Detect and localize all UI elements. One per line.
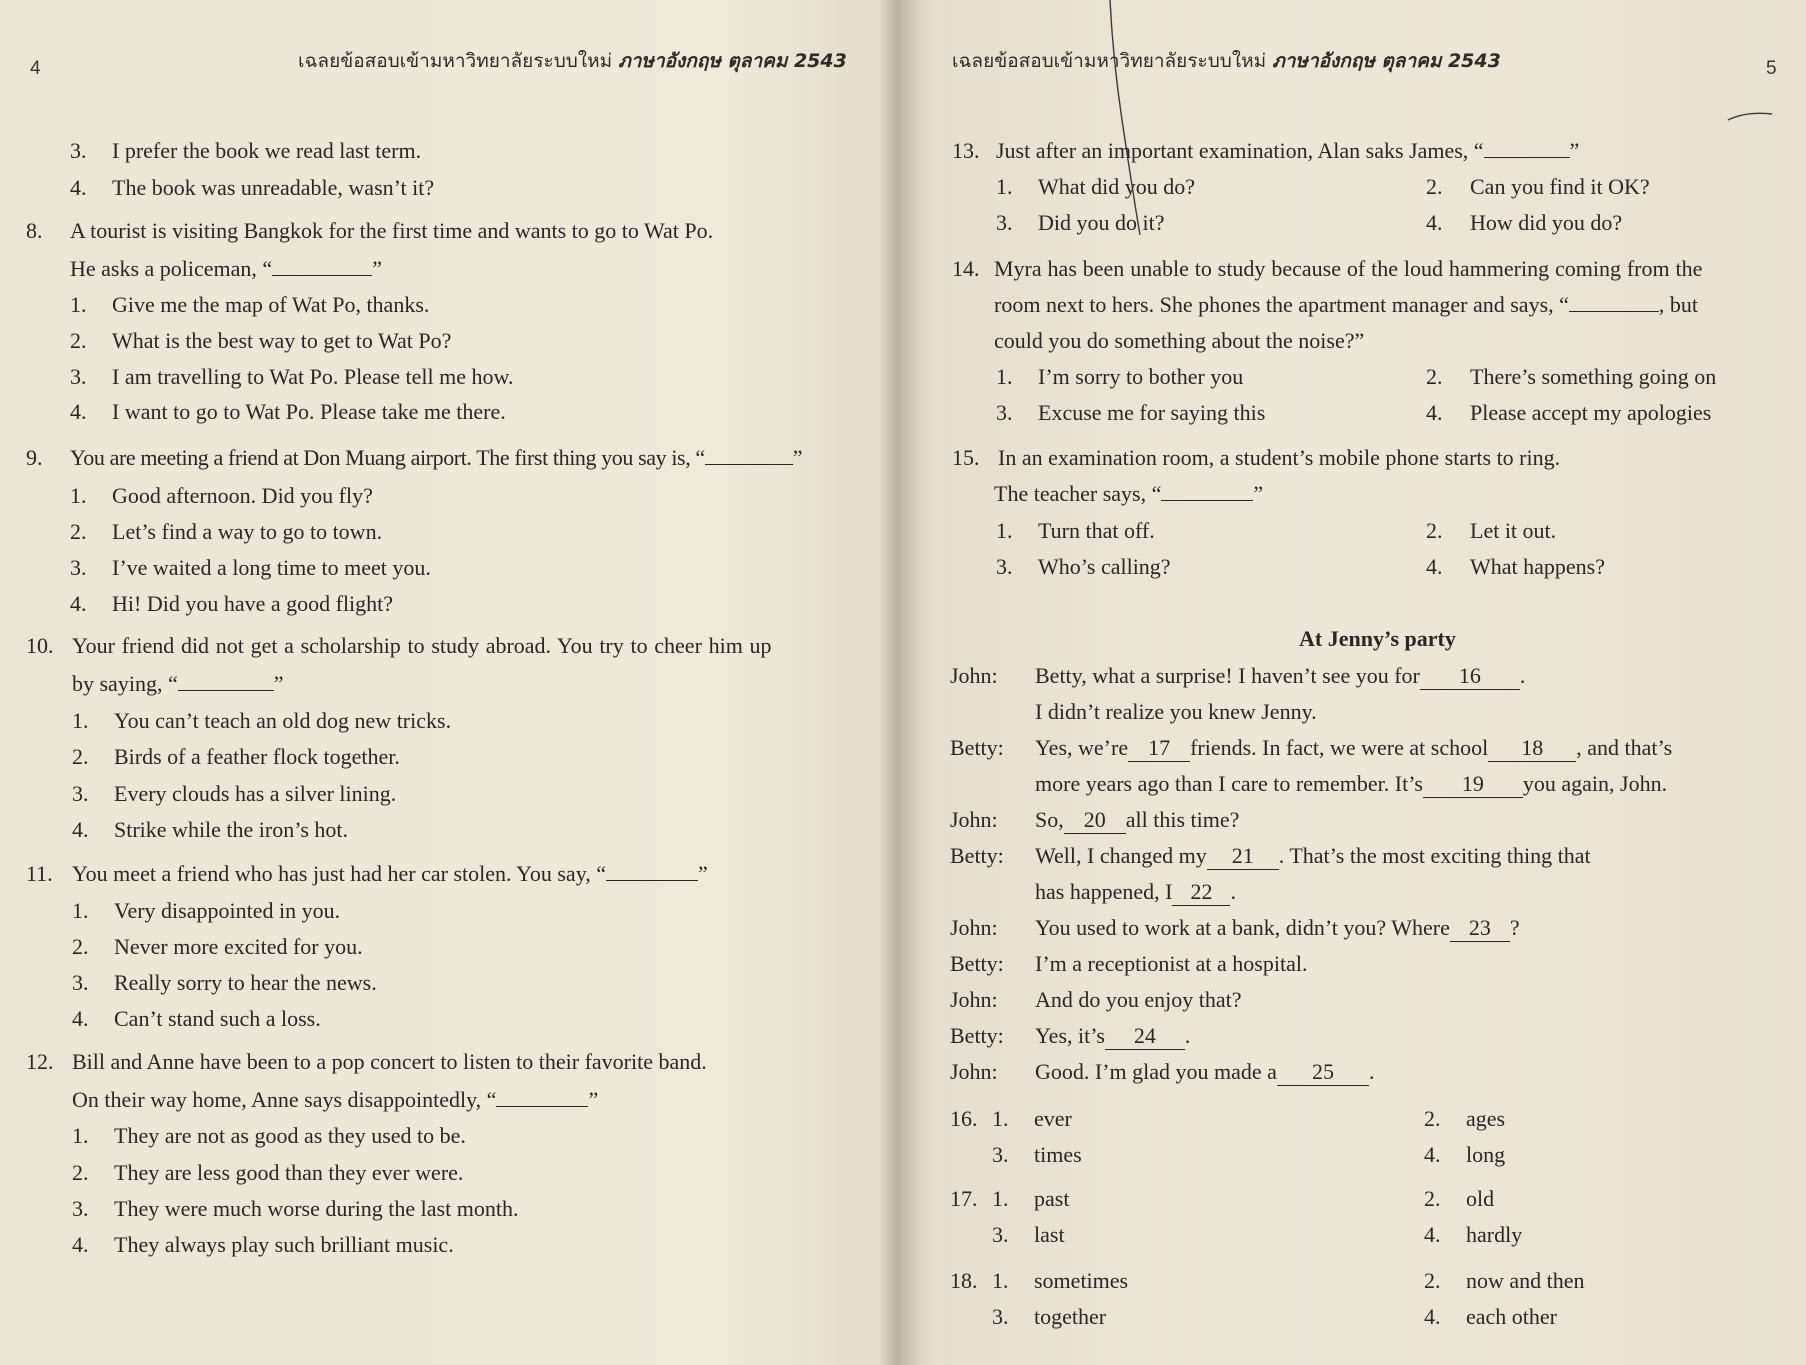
option-text: I am travelling to Wat Po. Please tell me how. bbox=[112, 364, 514, 389]
dialogue-speaker: John: bbox=[950, 987, 998, 1012]
question-text bbox=[72, 1087, 598, 1113]
question-text-post: ” bbox=[792, 445, 803, 470]
option-number: 1. bbox=[996, 364, 1013, 389]
dialogue-speaker: Betty: bbox=[950, 843, 1004, 868]
dialogue-speaker: John: bbox=[950, 663, 998, 688]
dialogue-text: . bbox=[1230, 879, 1236, 904]
option-text: Let’s find a way to go to town. bbox=[112, 519, 383, 544]
option-number: 4. bbox=[1426, 400, 1443, 425]
header-subject: ภาษาอังกฤษ ตุลาคม 2543 bbox=[618, 50, 847, 72]
question-text-pre: Just after an important examination, Alan saks James, “ bbox=[996, 138, 1484, 163]
option-text: Who’s calling? bbox=[1038, 554, 1171, 579]
option-text: ever bbox=[1034, 1106, 1072, 1131]
option-text: Strike while the iron’s hot. bbox=[114, 817, 349, 842]
option-number: 3. bbox=[992, 1304, 1009, 1329]
question-number: 12. bbox=[26, 1049, 54, 1074]
question-text: could you do something about the noise?” bbox=[994, 328, 1365, 353]
option-text: They are less good than they ever were. bbox=[114, 1160, 464, 1185]
pen-dash-mark bbox=[1726, 108, 1776, 128]
question-text-pre: by saying, “ bbox=[72, 671, 178, 696]
question-text-post: ” bbox=[1253, 481, 1264, 506]
option-number: 2. bbox=[70, 519, 87, 544]
option-number: 4. bbox=[72, 1232, 89, 1257]
numbered-blank: 25 bbox=[1277, 1059, 1369, 1086]
option-number: 4. bbox=[70, 175, 87, 200]
option-text: Really sorry to hear the news. bbox=[114, 970, 377, 995]
numbered-blank: 20 bbox=[1064, 807, 1126, 834]
option-text: each other bbox=[1466, 1304, 1557, 1329]
option-item bbox=[70, 138, 87, 164]
dialogue-line bbox=[1035, 951, 1307, 977]
question-text: Myra has been unable to study because of the loud hammering coming from the bbox=[994, 256, 1703, 281]
option-number: 2. bbox=[1426, 518, 1443, 543]
option-number: 1. bbox=[70, 292, 87, 317]
numbered-blank: 16 bbox=[1420, 663, 1520, 690]
option-text: sometimes bbox=[1034, 1268, 1129, 1293]
option-text: Did you do it? bbox=[1038, 210, 1165, 235]
answer-blank bbox=[606, 862, 698, 881]
question-number: 10. bbox=[26, 633, 54, 658]
question-text-pre: On their way home, Anne says disappointedly, “ bbox=[72, 1087, 497, 1112]
question-text-pre: You meet a friend who has just had her car stolen. You say, “ bbox=[72, 861, 607, 886]
dialogue-text: You used to work at a bank, didn’t you? Where bbox=[1035, 915, 1450, 940]
question-text bbox=[72, 861, 708, 887]
question-number: 18. bbox=[950, 1268, 978, 1293]
option-number: 4. bbox=[72, 1006, 89, 1031]
option-number: 3. bbox=[70, 364, 87, 389]
option-number: 4. bbox=[1424, 1142, 1441, 1167]
option-number: 3. bbox=[992, 1222, 1009, 1247]
dialogue-line bbox=[1035, 663, 1525, 690]
option-number: 2. bbox=[1426, 364, 1443, 389]
option-number: 1. bbox=[70, 483, 87, 508]
option-number: 4. bbox=[1426, 554, 1443, 579]
question-number: 13. bbox=[952, 138, 980, 163]
question-text-pre: room next to hers. She phones the apartment manager and says, “ bbox=[994, 292, 1569, 317]
option-number: 4. bbox=[1424, 1222, 1441, 1247]
option-number: 3. bbox=[72, 970, 89, 995]
dialogue-text: Yes, it’s bbox=[1035, 1023, 1105, 1048]
option-text: ages bbox=[1466, 1106, 1506, 1131]
dialogue-text: has happened, I bbox=[1035, 879, 1173, 904]
question-number: 9. bbox=[26, 445, 43, 470]
option-number: 1. bbox=[992, 1268, 1009, 1293]
question-text-post: ” bbox=[273, 671, 284, 696]
numbered-blank: 17 bbox=[1128, 735, 1190, 762]
left-page bbox=[0, 0, 890, 1365]
dialogue-line bbox=[1035, 843, 1591, 870]
question-text-post: ” bbox=[588, 1087, 599, 1112]
option-text: Excuse me for saying this bbox=[1038, 400, 1266, 425]
option-number: 4. bbox=[70, 399, 87, 424]
option-number: 3. bbox=[72, 1196, 89, 1221]
question-number: 16. bbox=[950, 1106, 978, 1131]
option-text: together bbox=[1034, 1304, 1107, 1329]
page-header bbox=[298, 46, 847, 76]
option-number: 1. bbox=[996, 518, 1013, 543]
question-text-pre: The teacher says, “ bbox=[994, 481, 1162, 506]
option-text: How did you do? bbox=[1470, 210, 1623, 235]
question-number: 15. bbox=[952, 445, 980, 470]
option-number: 3. bbox=[70, 138, 87, 163]
option-number: 2. bbox=[1426, 174, 1443, 199]
option-text: Birds of a feather flock together. bbox=[114, 744, 400, 769]
option-number: 1. bbox=[996, 174, 1013, 199]
option-text: They were much worse during the last month. bbox=[114, 1196, 519, 1221]
dialogue-text: , and that’s bbox=[1576, 735, 1673, 760]
option-number: 3. bbox=[996, 554, 1013, 579]
option-number: 1. bbox=[72, 898, 89, 923]
question-text-post: , but bbox=[1658, 292, 1699, 317]
option-number: 3. bbox=[992, 1142, 1009, 1167]
option-text: Can you find it OK? bbox=[1470, 174, 1650, 199]
dialogue-text: Well, I changed my bbox=[1035, 843, 1207, 868]
question-text-pre: You are meeting a friend at Don Muang airport. The first thing you say is, “ bbox=[70, 445, 705, 470]
option-text: I want to go to Wat Po. Please take me there. bbox=[112, 399, 506, 424]
dialogue-text: And do you enjoy that? bbox=[1035, 987, 1242, 1012]
dialogue-line bbox=[1035, 807, 1239, 834]
option-text: I’ve waited a long time to meet you. bbox=[112, 555, 431, 580]
header-text: เฉลยข้อสอบเข้ามหาวิทยาลัยระบบใหม่ bbox=[298, 50, 613, 72]
question-text bbox=[70, 445, 802, 471]
dialogue-text: ? bbox=[1509, 915, 1520, 940]
dialogue-speaker: John: bbox=[950, 915, 998, 940]
option-text: I prefer the book we read last term. bbox=[112, 138, 422, 163]
option-number: 4. bbox=[1424, 1304, 1441, 1329]
option-text: Can’t stand such a loss. bbox=[114, 1006, 321, 1031]
question-text-post: ” bbox=[372, 256, 382, 281]
dialogue-line bbox=[1035, 1023, 1190, 1050]
option-number: 4. bbox=[1426, 210, 1443, 235]
option-number: 3. bbox=[996, 210, 1013, 235]
dialogue-text: Yes, we’re bbox=[1035, 735, 1129, 760]
dialogue-text: I’m a receptionist at a hospital. bbox=[1035, 951, 1308, 976]
header-subject: ภาษาอังกฤษ ตุลาคม 2543 bbox=[1272, 50, 1501, 72]
option-text: There’s something going on bbox=[1470, 364, 1717, 389]
option-text: Hi! Did you have a good flight? bbox=[112, 591, 394, 616]
question-text: A tourist is visiting Bangkok for the first time and wants to go to Wat Po. bbox=[70, 218, 714, 243]
dialogue-text: more years ago than I care to remember. It’s bbox=[1035, 771, 1423, 796]
right-page bbox=[904, 0, 1806, 1365]
dialogue-speaker: John: bbox=[950, 807, 998, 832]
dialogue-speaker: Betty: bbox=[950, 951, 1004, 976]
page-number: 4 bbox=[30, 58, 41, 79]
dialogue-text: you again, John. bbox=[1522, 771, 1668, 796]
option-text: now and then bbox=[1466, 1268, 1585, 1293]
dialogue-text: Betty, what a surprise! I haven’t see you for bbox=[1035, 663, 1420, 688]
answer-blank bbox=[1569, 293, 1659, 312]
option-number: 2. bbox=[72, 1160, 89, 1185]
option-text: Let it out. bbox=[1470, 518, 1557, 543]
question-number: 17. bbox=[950, 1186, 978, 1211]
dialogue-text: friends. In fact, we were at school bbox=[1190, 735, 1489, 760]
answer-blank bbox=[272, 257, 372, 276]
option-number: 4. bbox=[70, 591, 87, 616]
numbered-blank: 24 bbox=[1105, 1023, 1185, 1050]
dialogue-speaker: John: bbox=[950, 1059, 998, 1084]
option-text: You can’t teach an old dog new tricks. bbox=[114, 708, 452, 733]
question-text-post: ” bbox=[698, 861, 708, 886]
option-number: 2. bbox=[70, 328, 87, 353]
option-number: 2. bbox=[1424, 1186, 1441, 1211]
dialogue-line bbox=[1035, 915, 1520, 942]
option-text: Please accept my apologies bbox=[1470, 400, 1712, 425]
option-number: 1. bbox=[992, 1186, 1009, 1211]
dialogue-text: . That’s the most exciting thing that bbox=[1278, 843, 1591, 868]
answer-blank bbox=[496, 1088, 588, 1107]
question-text-pre: He asks a policeman, “ bbox=[70, 256, 273, 281]
numbered-blank: 22 bbox=[1172, 879, 1230, 906]
dialogue-line bbox=[1035, 735, 1672, 762]
option-text: hardly bbox=[1466, 1222, 1523, 1247]
option-text: times bbox=[1034, 1142, 1082, 1167]
answer-blank bbox=[1484, 139, 1570, 158]
option-number: 2. bbox=[72, 934, 89, 959]
answer-blank bbox=[1161, 482, 1253, 501]
dialogue-text: So, bbox=[1035, 807, 1064, 832]
dialogue-title: At Jenny’s party bbox=[1299, 626, 1456, 651]
option-text: Never more excited for you. bbox=[114, 934, 363, 959]
question-text: Your friend did not get a scholarship to study abroad. You try to cheer him up bbox=[72, 633, 772, 658]
question-text bbox=[994, 292, 1698, 318]
page-number: 5 bbox=[1766, 58, 1777, 79]
dialogue-speaker: Betty: bbox=[950, 1023, 1004, 1048]
dialogue-text: Good. I’m glad you made a bbox=[1035, 1059, 1277, 1084]
dialogue-text: . bbox=[1368, 1059, 1375, 1084]
option-text: Turn that off. bbox=[1038, 518, 1155, 543]
option-number: 3. bbox=[996, 400, 1013, 425]
question-text bbox=[996, 138, 1579, 164]
option-number: 3. bbox=[72, 781, 89, 806]
dialogue-text: . bbox=[1184, 1023, 1191, 1048]
question-text bbox=[994, 481, 1263, 507]
dialogue-text: . bbox=[1519, 663, 1526, 688]
dialogue-line bbox=[1035, 987, 1242, 1013]
option-number: 1. bbox=[72, 1123, 89, 1148]
option-text: They are not as good as they used to be. bbox=[114, 1123, 466, 1148]
question-number: 11. bbox=[26, 861, 53, 886]
option-text: I’m sorry to bother you bbox=[1038, 364, 1244, 389]
numbered-blank: 18 bbox=[1488, 735, 1576, 762]
option-number: 4. bbox=[72, 817, 89, 842]
option-text: They always play such brilliant music. bbox=[114, 1232, 454, 1257]
option-text: What happens? bbox=[1470, 554, 1605, 579]
dialogue-line bbox=[1035, 771, 1667, 798]
option-text: Every clouds has a silver lining. bbox=[114, 781, 397, 806]
option-text: last bbox=[1034, 1222, 1065, 1247]
option-number: 2. bbox=[1424, 1268, 1441, 1293]
question-text: In an examination room, a student’s mobile phone starts to ring. bbox=[998, 445, 1561, 470]
question-text bbox=[70, 256, 382, 282]
option-number: 1. bbox=[992, 1106, 1009, 1131]
dialogue-line bbox=[1035, 1059, 1374, 1086]
header-text: เฉลยข้อสอบเข้ามหาวิทยาลัยระบบใหม่ bbox=[952, 50, 1267, 72]
option-text: What is the best way to get to Wat Po? bbox=[112, 328, 452, 353]
question-text-post: ” bbox=[1569, 138, 1580, 163]
option-text: past bbox=[1034, 1186, 1070, 1211]
dialogue-text: all this time? bbox=[1125, 807, 1240, 832]
question-text bbox=[72, 671, 283, 697]
dialogue-line bbox=[1035, 879, 1236, 906]
option-number: 2. bbox=[1424, 1106, 1441, 1131]
numbered-blank: 19 bbox=[1423, 771, 1523, 798]
answer-blank bbox=[705, 446, 793, 465]
dialogue-speaker: Betty: bbox=[950, 735, 1004, 760]
option-text: Good afternoon. Did you fly? bbox=[112, 483, 373, 508]
option-text: What did you do? bbox=[1038, 174, 1196, 199]
dialogue-text: I didn’t realize you knew Jenny. bbox=[1035, 699, 1317, 724]
pen-stroke-mark bbox=[1104, 0, 1144, 240]
option-number: 3. bbox=[70, 555, 87, 580]
option-text: The book was unreadable, wasn’t it? bbox=[112, 175, 435, 200]
option-text: Give me the map of Wat Po, thanks. bbox=[112, 292, 430, 317]
option-number: 1. bbox=[72, 708, 89, 733]
question-number: 14. bbox=[952, 256, 980, 281]
numbered-blank: 23 bbox=[1450, 915, 1510, 942]
option-number: 2. bbox=[72, 744, 89, 769]
dialogue-line bbox=[1035, 699, 1317, 725]
answer-blank bbox=[178, 672, 274, 691]
question-number: 8. bbox=[26, 218, 43, 243]
option-text: Very disappointed in you. bbox=[114, 898, 341, 923]
question-text: Bill and Anne have been to a pop concert to listen to their favorite band. bbox=[72, 1049, 707, 1074]
option-text: long bbox=[1466, 1142, 1506, 1167]
page-header bbox=[952, 46, 1501, 76]
option-text: old bbox=[1466, 1186, 1495, 1211]
numbered-blank: 21 bbox=[1207, 843, 1279, 870]
